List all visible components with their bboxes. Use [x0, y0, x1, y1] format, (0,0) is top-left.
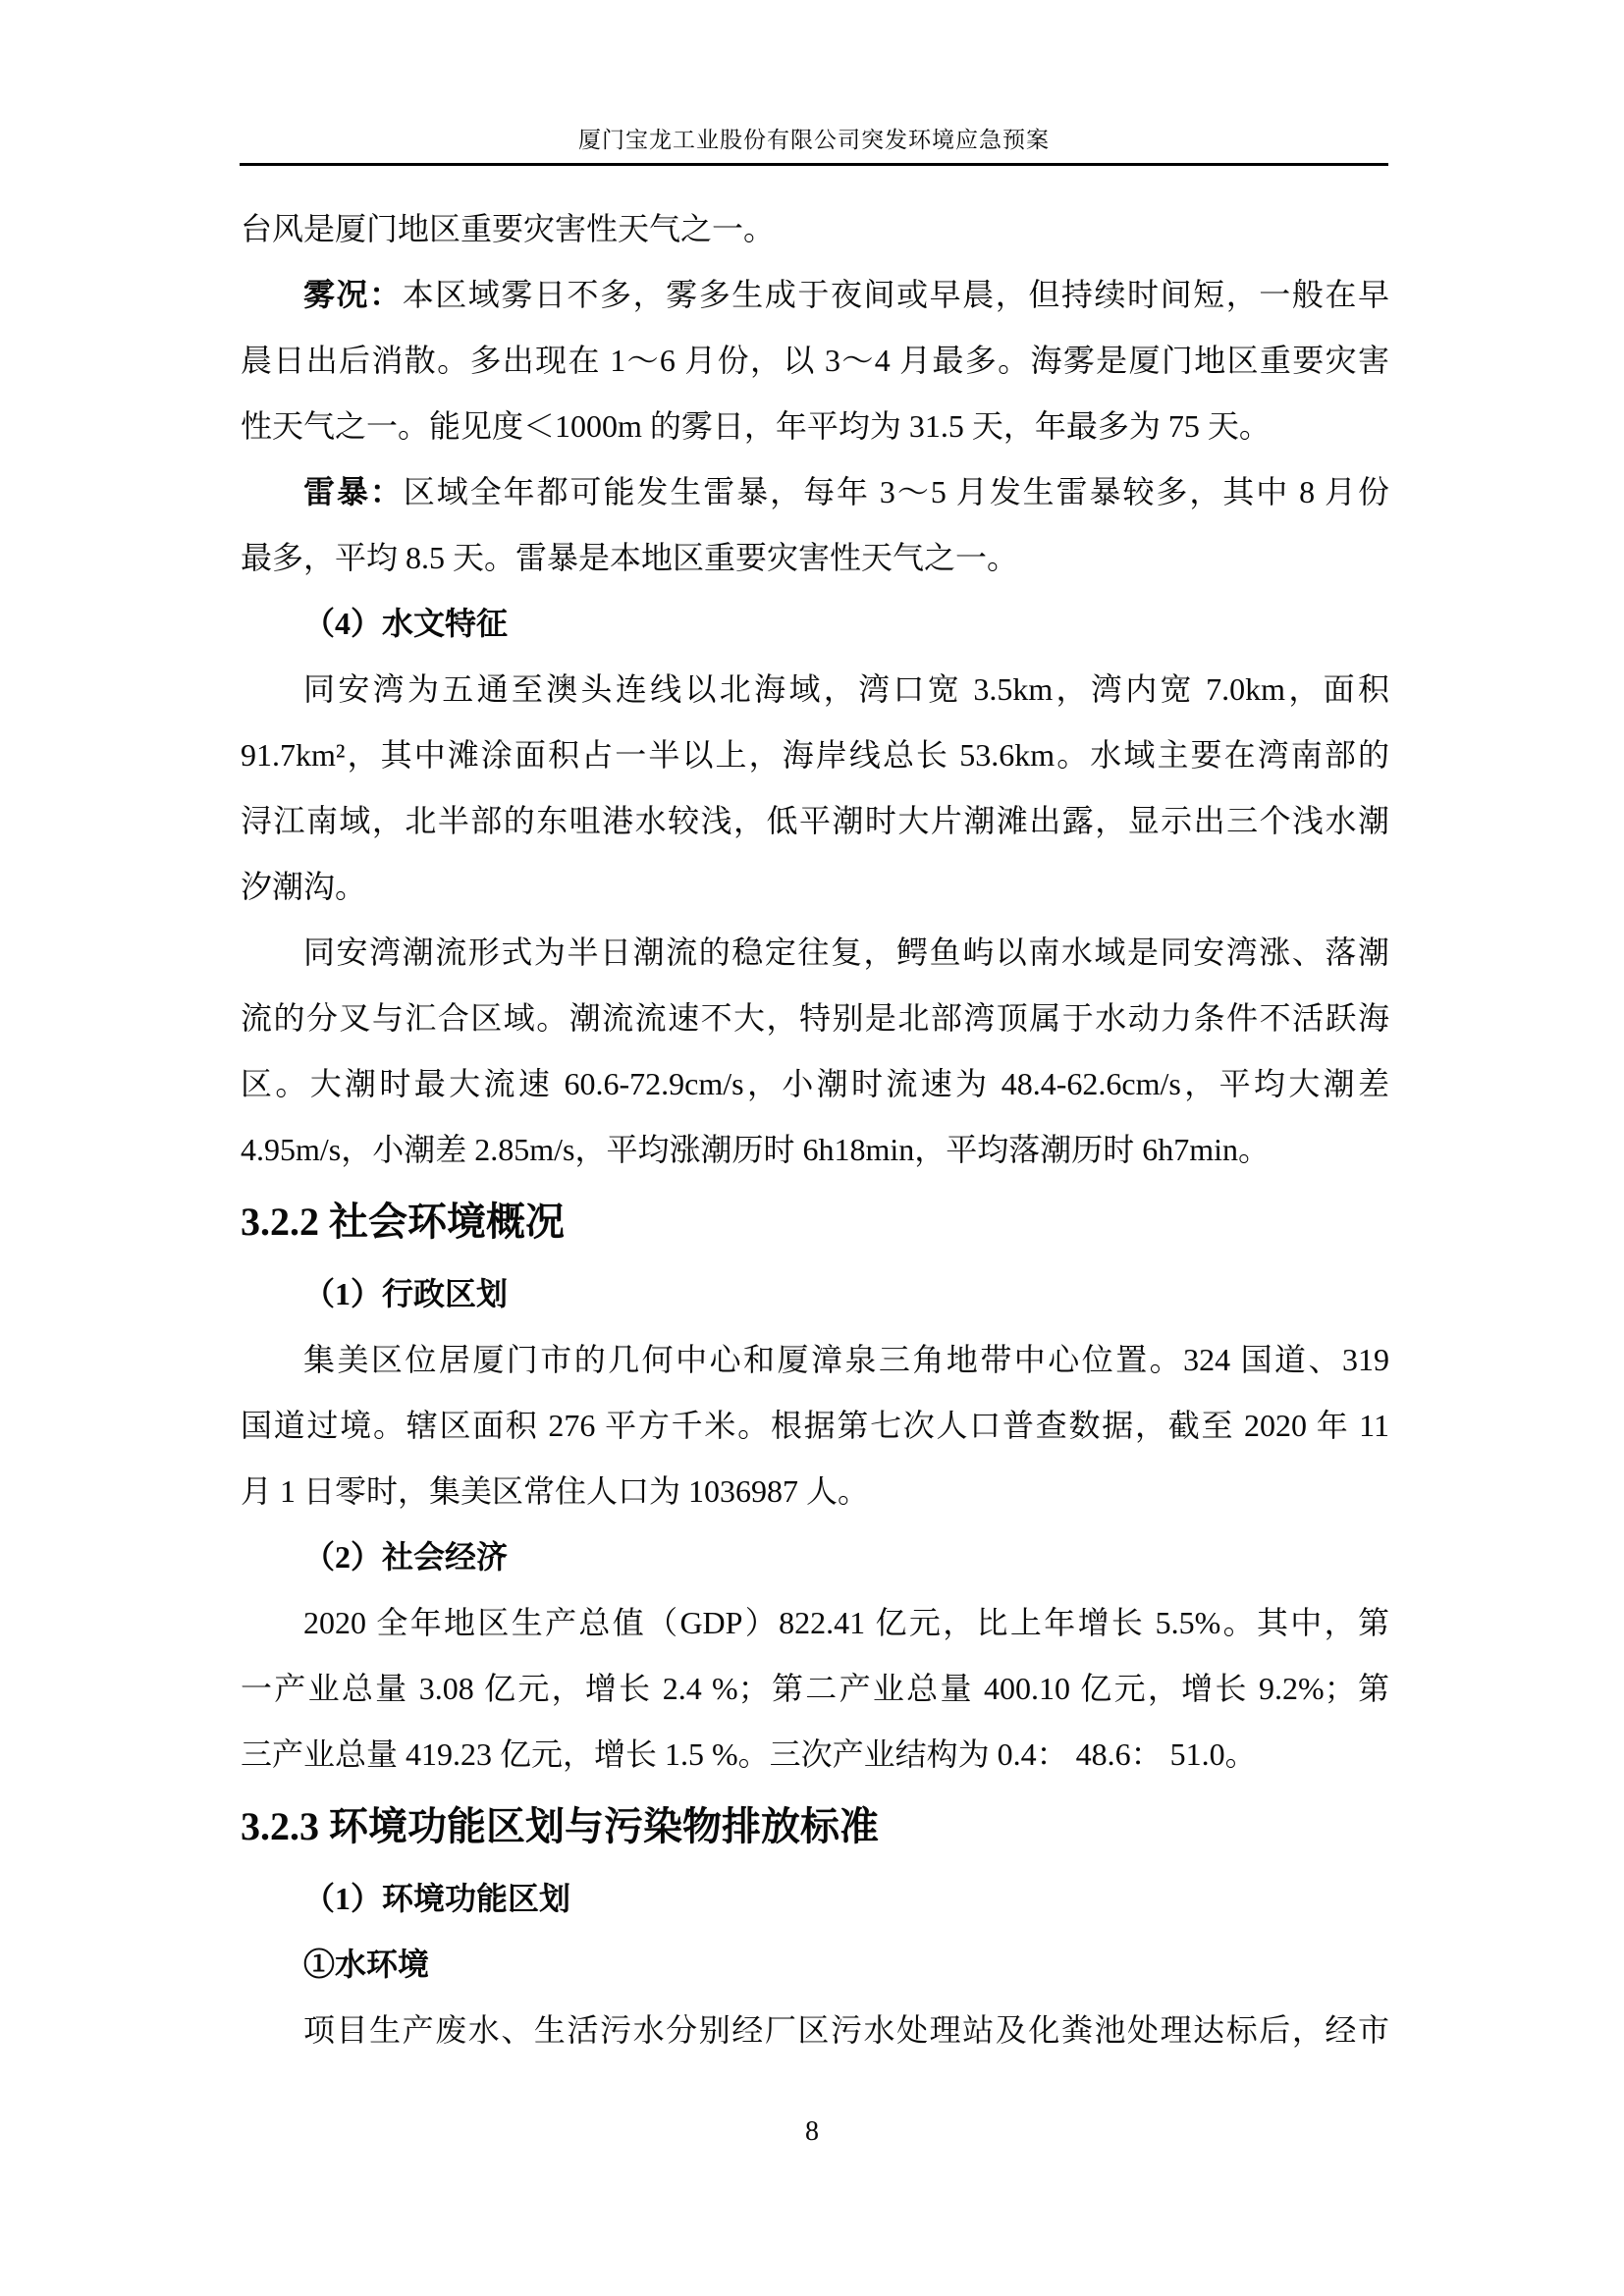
paragraph-line: 浔江南域，北半部的东咀港水较浅，低平潮时大片潮滩出露，显示出三个浅水潮 [241, 803, 1389, 838]
paragraph-line [241, 262, 1389, 328]
sub-heading-hydrological-features: （4）水文特征 [303, 606, 509, 641]
page-body [241, 196, 1389, 2063]
paragraph-line: 2020 全年地区生产总值（GDP）822.41 亿元，比上年增长 5.5%。其中，第 [303, 1605, 1389, 1640]
text-run: 区域全年都可能发生雷暴，每年 3～5 月发生雷暴较多，其中 8 月份 [403, 474, 1389, 509]
paragraph-line: 最多，平均 8.5 天。雷暴是本地区重要灾害性天气之一。 [241, 540, 1019, 575]
paragraph-line: 91.7km²，其中滩涂面积占一半以上，海岸线总长 53.6km。水域主要在湾南部的 [241, 737, 1389, 773]
page-header-title: 厦门宝龙工业股份有限公司突发环境应急预案 [578, 128, 1050, 152]
paragraph-line: 月 1 日零时，集美区常住人口为 1036987 人。 [241, 1473, 870, 1509]
paragraph-line: 同安湾潮流形式为半日潮流的稳定往复，鳄鱼屿以南水域是同安湾涨、落潮 [303, 934, 1389, 970]
paragraph-line [241, 459, 1389, 525]
bold-lead-label-thunderstorm: 雷暴： [303, 474, 404, 509]
sub-heading-administrative-division: （1）行政区划 [303, 1276, 509, 1311]
paragraph-line: 集美区位居厦门市的几何中心和厦漳泉三角地带中心位置。324 国道、319 [303, 1342, 1389, 1377]
paragraph-line: 一产业总量 3.08 亿元，增长 2.4 %；第二产业总量 400.10 亿元，增长 9.2%；第 [241, 1671, 1389, 1706]
page-number: 8 [805, 2116, 819, 2147]
paragraph-line: 流的分叉与汇合区域。潮流流速不大，特别是北部湾顶属于水动力条件不活跃海 [241, 1000, 1389, 1036]
header-rule [240, 163, 1388, 166]
paragraph-line: 三产业总量 419.23 亿元，增长 1.5 %。三次产业结构为 0.4： 48.6： 51.0。 [241, 1736, 1257, 1772]
section-heading-social-environment: 3.2.2 社会环境概况 [241, 1200, 565, 1244]
paragraph-line: 项目生产废水、生活污水分别经厂区污水处理站及化粪池处理达标后，经市 [303, 2012, 1389, 2048]
sub-heading-env-function-zoning: （1）环境功能区划 [303, 1881, 571, 1916]
paragraph-line: 国道过境。辖区面积 276 平方千米。根据第七次人口普查数据，截至 2020 年 11 [241, 1408, 1389, 1443]
paragraph-line: 区。大潮时最大流速 60.6-72.9cm/s，小潮时流速为 48.4-62.6cm/s，平均大潮差 [241, 1066, 1389, 1101]
bold-lead-label-fog: 雾况： [303, 277, 403, 312]
sub-heading-social-economy: （2）社会经济 [303, 1539, 509, 1575]
paragraph-line: 性天气之一。能见度＜1000m 的雾日，年平均为 31.5 天，年最多为 75 天。 [241, 408, 1271, 444]
paragraph-line: 晨日出后消散。多出现在 1～6 月份，以 3～4 月最多。海雾是厦门地区重要灾害 [241, 343, 1389, 378]
paragraph-line: 4.95m/s，小潮差 2.85m/s，平均涨潮历时 6h18min，平均落潮历时 6h7min。 [241, 1132, 1271, 1167]
paragraph-line: 同安湾为五通至澳头连线以北海域，湾口宽 3.5km，湾内宽 7.0km，面积 [303, 671, 1389, 707]
paragraph-line: 汐潮沟。 [241, 869, 367, 904]
paragraph-line: 台风是厦门地区重要灾害性天气之一。 [241, 211, 776, 246]
sub-heading-water-environment: ①水环境 [303, 1947, 430, 1982]
text-run: 本区域雾日不多，雾多生成于夜间或早晨，但持续时间短，一般在早 [402, 277, 1389, 312]
section-heading-env-function-zoning: 3.2.3 环境功能区划与污染物排放标准 [241, 1804, 879, 1848]
